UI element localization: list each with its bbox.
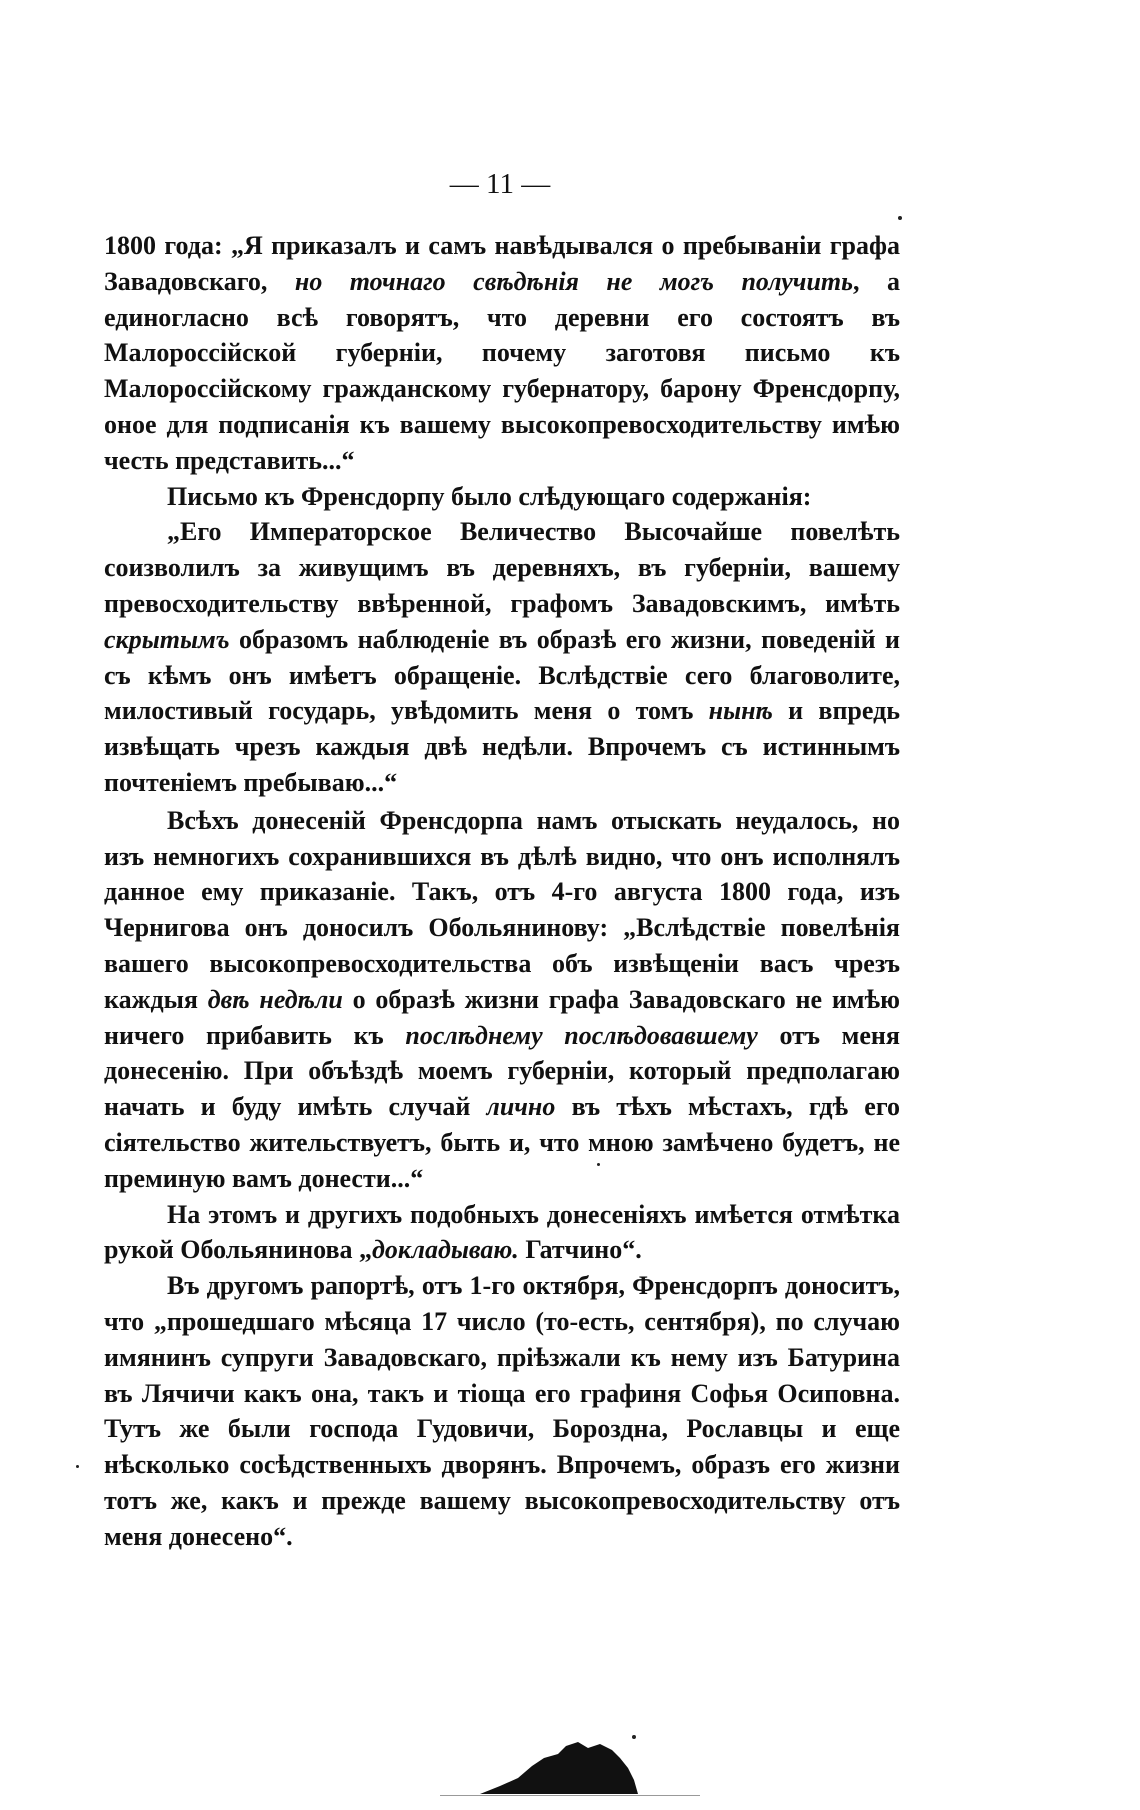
text-run: въ тѣхъ мѣстахъ, гдѣ его сіятельство жительствуетъ, быть и, что мною замѣчено будетъ, не преминую вамъ донести...“	[104, 1092, 900, 1193]
ink-speck	[898, 216, 902, 220]
ink-blot	[470, 1728, 670, 1798]
text-run: „Его Императорское Величество Высочайше повелѣть соизволилъ за живущимъ въ деревняхъ, въ губерніи, вашему превосходительству ввѣренной, графомъ Завадовскимъ, имѣть	[104, 517, 900, 618]
text-run: образомъ наблюденіе въ образѣ его жизни, поведеній и съ кѣмъ онъ имѣетъ обращеніе. Вслѣдствіе сего благоволите, милостивый государь, увѣдомить меня о томъ	[104, 624, 900, 726]
paragraph	[104, 1197, 900, 1269]
italic-text: нынѣ	[708, 696, 773, 726]
text-run: о образѣ жизни графа Завадовскаго не имѣю ничего прибавить къ	[104, 984, 900, 1050]
ink-speck	[597, 1163, 600, 1166]
paragraph	[104, 1268, 900, 1554]
paragraph	[104, 803, 900, 1197]
text-run: 1800 года: „Я приказалъ и самъ навѣдывался о пребываніи графа Завадовскаго,	[104, 231, 900, 296]
italic-text: лично	[486, 1092, 556, 1122]
body-text	[104, 228, 900, 1554]
text-run: , а единогласно всѣ говорятъ, что деревни его состоятъ въ Малороссійской губерніи, почему заготовя письмо къ Малороссійскому гражданскому губернатору, барону Френсдорпу, оное для подписанія къ вашему высокопревосходительству имѣю честь представить...“	[104, 266, 901, 475]
italic-text: но точнаго свѣдѣнія не могъ получить	[294, 266, 854, 296]
text-run: и впредь извѣщать чрезъ каждыя двѣ недѣли. Впрочемъ съ истиннымъ почтеніемъ пребываю...“	[104, 696, 900, 797]
italic-text: скрытымъ	[104, 624, 230, 654]
text-run: отъ меня донесенію. При объѣздѣ моемъ губерніи, который предполагаю начать и буду имѣть случай	[104, 1020, 900, 1122]
page-number: — 11 —	[449, 168, 551, 200]
paragraph	[104, 479, 900, 515]
italic-text: послѣднему послѣдовавшему	[405, 1020, 758, 1050]
paragraph	[104, 514, 900, 800]
text-run: Письмо къ Френсдорпу было слѣдующаго содержанія:	[167, 481, 812, 511]
text-run: Всѣхъ донесеній Френсдорпа намъ отыскать неудалось, но изъ немногихъ сохранившихся въ дѣлѣ видно, что онъ исполнялъ данное ему приказаніе. Такъ, отъ 4-го августа 1800 года, изъ Чернигова онъ доносилъ Обольянинову: „Вслѣдствіе повелѣнія вашего высокопревосходительства объ извѣщеніи васъ чрезъ каждыя	[104, 805, 900, 1014]
page-edge-line	[440, 1795, 700, 1796]
italic-text: двѣ недѣли	[207, 984, 343, 1014]
italic-text: докладываю.	[372, 1235, 519, 1265]
text-run: Гатчино“.	[518, 1235, 642, 1265]
ink-speck	[76, 1465, 79, 1468]
text-run: Въ другомъ рапортѣ, отъ 1-го октября, Френсдорпъ доноситъ, что „прошедшаго мѣсяца 17 число (то-есть, сентября), по случаю имянинъ супруги Завадовскаго, пріѣзжали къ нему изъ Батурина въ Лячичи какъ она, такъ и тіоща его графиня Софья Осиповна. Тутъ же были господа Гудовичи, Борозднa, Рославцы и еще нѣсколько сосѣдственныхъ дворянъ. Впрочемъ, образъ его жизни тотъ же, какъ и прежде вашему высокопревосходительству отъ меня донесено“.	[104, 1271, 900, 1551]
text-run: На этомъ и другихъ подобныхъ донесеніяхъ имѣется отмѣтка рукой Обольянинова „	[104, 1199, 900, 1265]
paragraph	[104, 228, 900, 479]
